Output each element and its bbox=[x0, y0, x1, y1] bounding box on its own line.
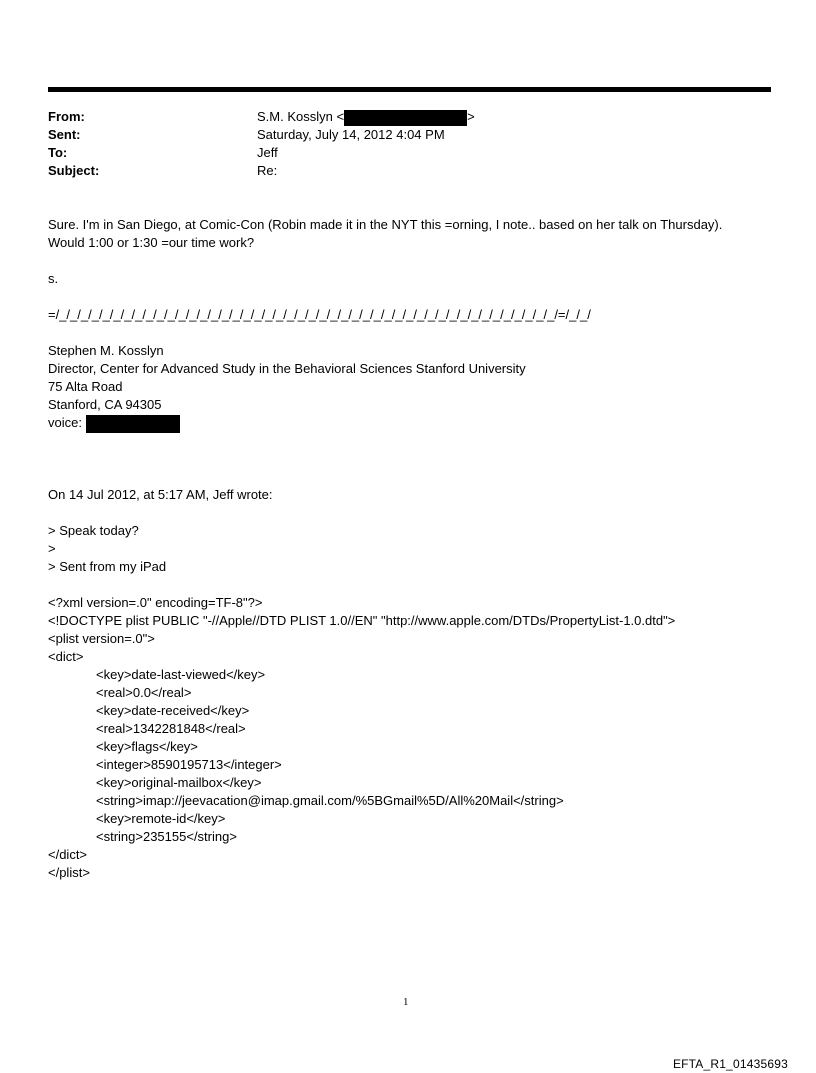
bates-number: EFTA_R1_01435693 bbox=[672, 1057, 788, 1071]
plist-line: <string>235155</string> bbox=[96, 829, 237, 844]
plist-line: <?xml version=.0" encoding=TF-8"?> bbox=[48, 595, 263, 610]
quoted-line: > bbox=[48, 541, 56, 556]
subject-value: Re: bbox=[257, 163, 278, 178]
sent-label: Sent: bbox=[48, 127, 81, 142]
from-name: S.M. Kosslyn < bbox=[257, 109, 345, 124]
page-number: 1 bbox=[403, 996, 409, 1008]
plist-line: <integer>8590195713</integer> bbox=[96, 757, 282, 772]
sent-value: Saturday, July 14, 2012 4:04 PM bbox=[257, 127, 445, 142]
plist-line: <key>flags</key> bbox=[96, 739, 198, 754]
plist-line: </plist> bbox=[48, 865, 90, 880]
plist-line: <real>0.0</real> bbox=[96, 685, 192, 700]
body-line-2: Would 1:00 or 1:30 =our time work? bbox=[48, 235, 255, 250]
signature-address-2: Stanford, CA 94305 bbox=[48, 397, 162, 412]
signature-title: Director, Center for Advanced Study in the Behavioral Sciences Stanford University bbox=[48, 361, 526, 376]
quoted-intro: On 14 Jul 2012, at 5:17 AM, Jeff wrote: bbox=[48, 487, 273, 502]
quoted-line: > Sent from my iPad bbox=[48, 559, 167, 574]
header-rule bbox=[48, 87, 771, 92]
plist-line: <key>remote-id</key> bbox=[96, 811, 226, 826]
redaction-box bbox=[86, 415, 180, 433]
quoted-line: > Speak today? bbox=[48, 523, 139, 538]
plist-line: <key>original-mailbox</key> bbox=[96, 775, 262, 790]
from-value bbox=[257, 108, 475, 126]
body-line-1: Sure. I'm in San Diego, at Comic-Con (Robin made it in the NYT this =orning, I note.. based on her talk on Thursday). bbox=[48, 217, 723, 232]
voice-label: voice: bbox=[48, 415, 86, 430]
to-value: Jeff bbox=[257, 145, 278, 160]
subject-label: Subject: bbox=[48, 163, 100, 178]
from-close: > bbox=[467, 109, 475, 124]
redaction-box bbox=[344, 110, 467, 126]
plist-line: <plist version=.0"> bbox=[48, 631, 155, 646]
signature-address-1: 75 Alta Road bbox=[48, 379, 123, 394]
signature-separator: =/_/_/_/_/_/_/_/_/_/_/_/_/_/_/_/_/_/_/_/_/_/_/_/_/_/_/_/_/_/_/_/_/_/_/_/_/_/_/_/_/_/_/_/_/_/_/=/_/_/ bbox=[48, 307, 591, 322]
plist-line: <key>date-received</key> bbox=[96, 703, 250, 718]
from-label: From: bbox=[48, 109, 85, 124]
plist-line: <key>date-last-viewed</key> bbox=[96, 667, 266, 682]
to-label: To: bbox=[48, 145, 68, 160]
plist-line: </dict> bbox=[48, 847, 88, 862]
signature-voice bbox=[48, 414, 180, 433]
plist-line: <real>1342281848</real> bbox=[96, 721, 246, 736]
body-initial: s. bbox=[48, 271, 59, 286]
plist-line: <dict> bbox=[48, 649, 84, 664]
signature-name: Stephen M. Kosslyn bbox=[48, 343, 164, 358]
plist-line: <!DOCTYPE plist PUBLIC "-//Apple//DTD PLIST 1.0//EN" "http://www.apple.com/DTDs/PropertyList-1.0.dtd"> bbox=[48, 613, 676, 628]
plist-line: <string>imap://jeevacation@imap.gmail.com/%5BGmail%5D/All%20Mail</string> bbox=[96, 793, 564, 808]
